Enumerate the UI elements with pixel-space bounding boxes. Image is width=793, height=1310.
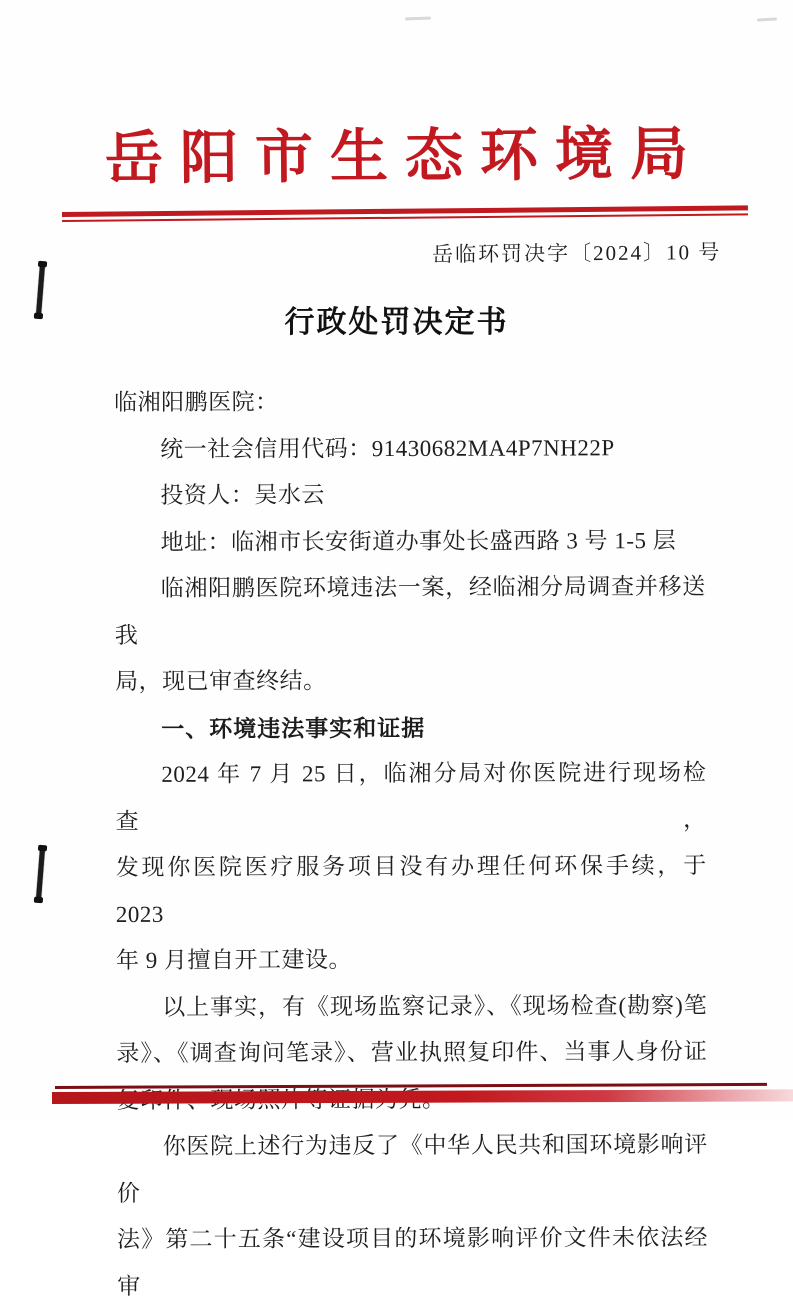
body-line: 临湘阳鹏医院环境违法一案，经临湘分局调查并移送我	[114, 573, 706, 648]
body-line-address: 地址：临湘市长安街道办事处长盛西路 3 号 1-5 层	[160, 527, 677, 555]
body-line: 发现你医院医疗服务项目没有办理任何环保手续，于 2023	[115, 852, 707, 927]
body-line-investor: 投资人：吴水云	[160, 482, 325, 508]
body-line: 你医院上述行为违反了《中华人民共和国环境影响评价	[116, 1131, 708, 1206]
agency-name: 岳阳市生态环境局	[104, 121, 706, 192]
letterhead-rule	[62, 205, 748, 222]
body-line-addressee: 临湘阳鹏医院：	[114, 389, 279, 415]
next-page-red-band	[0, 1090, 793, 1122]
scan-speck	[757, 17, 777, 21]
document-body	[114, 378, 708, 1310]
scan-speck	[405, 17, 431, 21]
band-thick-line	[52, 1089, 793, 1104]
doc-title: 行政处罚决定书	[284, 306, 509, 339]
body-line: 录》、《调查询问笔录》、营业执照复印件、当事人身份证	[116, 1038, 708, 1066]
section-heading: 一、环境违法事实和证据	[161, 714, 426, 742]
body-line-credit-code: 统一社会信用代码：91430682MA4P7NH22P	[160, 434, 615, 462]
staple-mark-bottom	[36, 846, 45, 902]
body-line: 法》第二十五条“建设项目的环境影响评价文件未依法经审	[116, 1224, 709, 1299]
body-line: 以上事实，有《现场监察记录》、《现场检查(勘察)笔	[162, 992, 708, 1020]
body-line: 局，现已审查终结。	[115, 668, 327, 694]
body-line: 年 9 月擅自开工建设。	[115, 947, 353, 973]
doc-number: 岳临环罚决字〔2024〕10 号	[431, 240, 722, 267]
body-line: 2024 年 7 月 25 日，临湘分局对你医院进行现场检查，	[115, 759, 707, 834]
